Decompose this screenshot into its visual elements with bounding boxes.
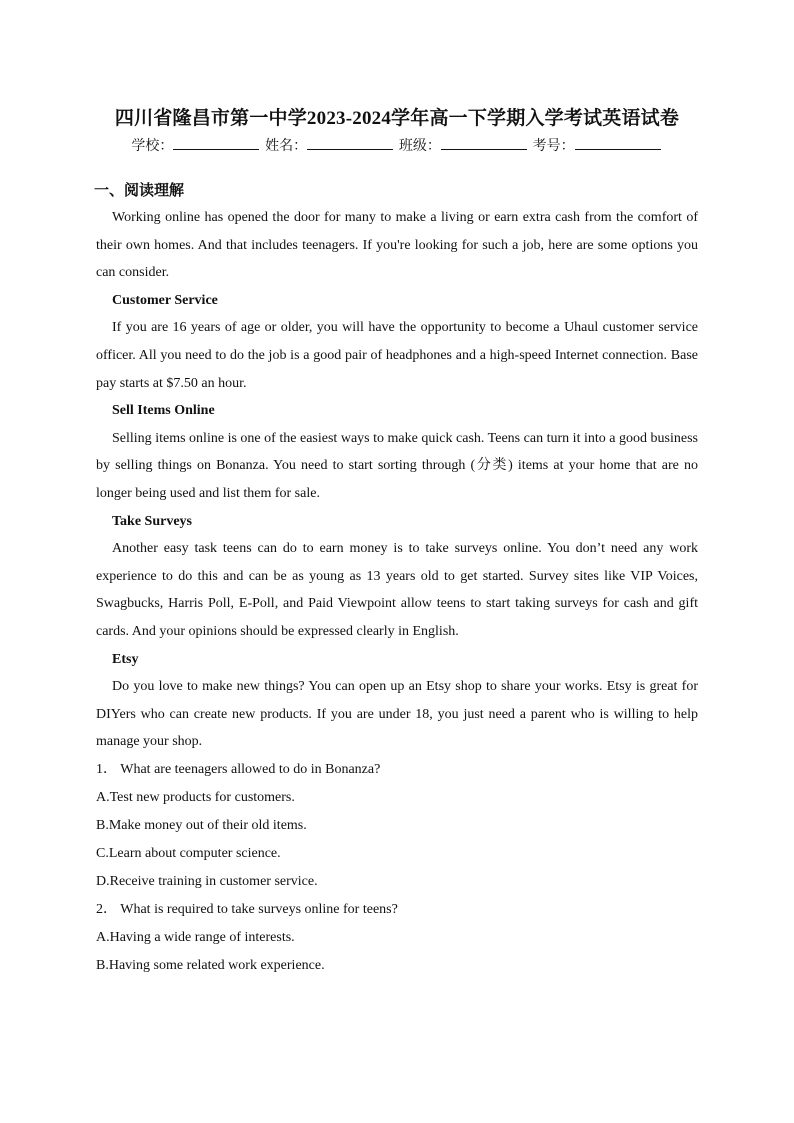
school-blank [173, 135, 259, 150]
section-title: 一、阅读理解 [94, 181, 185, 199]
question-2-stem: 2． What is required to take surveys online for teens? [96, 901, 398, 917]
student-info-line [0, 135, 794, 155]
question-1-option-c: C.Learn about computer science. [96, 845, 281, 861]
part-text-customer-service: If you are 16 years of age or older, you will have the opportunity to become a Uhaul customer service officer. All you need to do the job is a good pair of headphones and a high-speed Internet connection. Base pay starts at $7.50 an hour. [96, 320, 698, 391]
question-2-option-a: A.Having a wide range of interests. [96, 929, 295, 945]
exam-number-label: 考号： [532, 138, 575, 154]
part-text-etsy: Do you love to make new things? You can open up an Etsy shop to share your works. Etsy is great for DIYers who can create new products. If you are under 18, you just need a parent who is willing to help manage your shop. [96, 679, 698, 750]
name-label: 姓名： [265, 138, 308, 154]
page-title: 四川省隆昌市第一中学2023-2024学年高一下学期入学考试英语试卷 [114, 108, 680, 129]
question-1-stem: 1． What are teenagers allowed to do in Bonanza? [96, 761, 381, 777]
part-heading-take-surveys: Take Surveys [112, 513, 193, 529]
class-blank [441, 135, 527, 150]
name-blank [307, 135, 393, 150]
question-1-option-b: B.Make money out of their old items. [96, 817, 307, 833]
question-2-option-b: B.Having some related work experience. [96, 957, 325, 973]
school-label: 学校： [131, 138, 174, 154]
part-text-take-surveys: Another easy task teens can do to earn money is to take surveys online. You don’t need any work experience to do this and can be as young as 13 years old to get started. Survey sites like VIP Voices, Swagbucks, Harris Poll, E-Poll, and Paid Viewpoint allow teens to start taking surveys for cash and gift cards. And your opinions should be expressed clearly in English. [96, 541, 698, 639]
intro-paragraph: Working online has opened the door for many to make a living or earn extra cash from the comfort of their own homes. And that includes teenagers. If you're looking for such a job, here are some options you can consider. [96, 210, 698, 281]
class-label: 班级： [398, 138, 441, 154]
part-heading-sell-items-online: Sell Items Online [112, 403, 215, 419]
question-1-option-a: A.Test new products for customers. [96, 789, 295, 805]
document-body [96, 180, 698, 980]
exam-number-blank [575, 135, 661, 150]
part-heading-customer-service: Customer Service [112, 292, 218, 308]
part-heading-etsy: Etsy [112, 651, 139, 667]
part-text-sell-items-online: Selling items online is one of the easiest ways to make quick cash. Teens can turn it into a good business by selling things on Bonanza. You need to start sorting through (分类) items at your home that are no longer being used and list them for sale. [96, 430, 698, 501]
question-1-option-d: D.Receive training in customer service. [96, 873, 318, 889]
